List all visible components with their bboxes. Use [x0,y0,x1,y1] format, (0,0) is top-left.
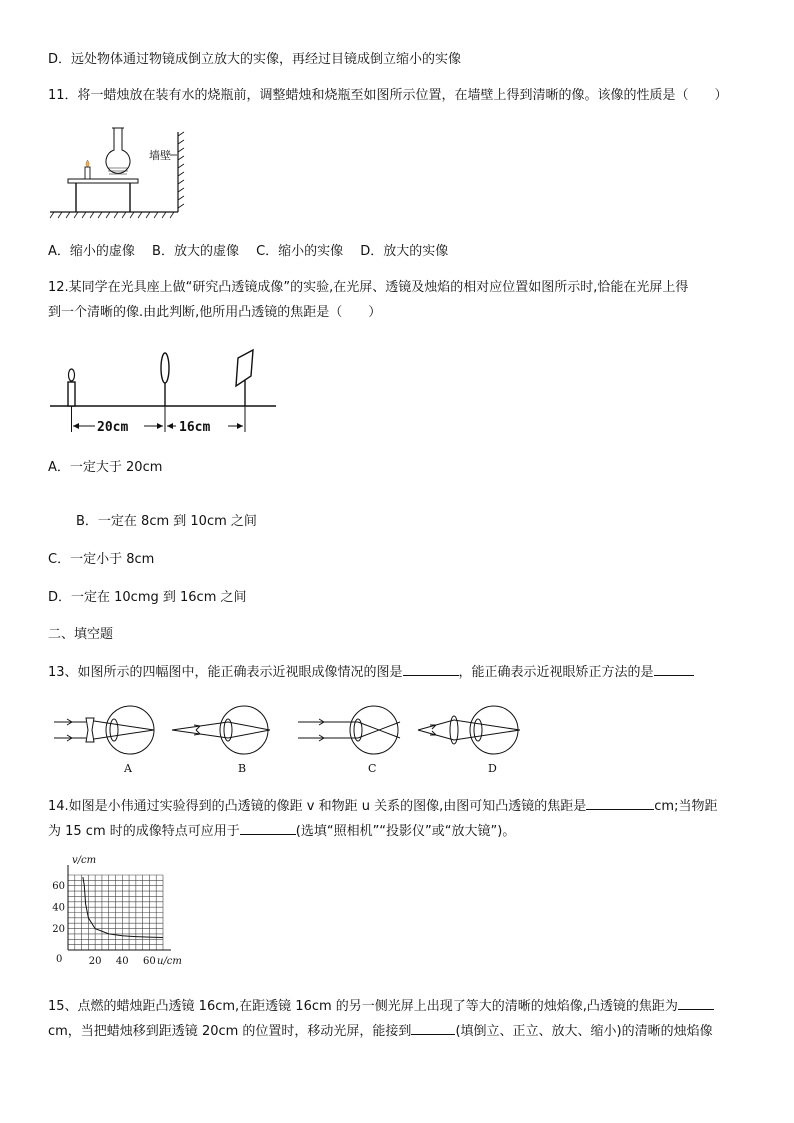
q13-stem [48,663,694,682]
q14-line2 [48,822,515,841]
q13-label-c: C [368,762,377,775]
q14-chart [48,850,198,972]
q11-wall-label: 墙壁 [149,149,171,162]
q13-stem-a: 13、如图所示的四幅图中，能正确表示近视眼成像情况的图是 [48,665,403,680]
q15-line1-a: 15、点燃的蜡烛距凸透镜 16cm,在距透镜 16cm 的另一侧光屏上出现了等大的清晰的烛焰像,凸透镜的焦距为 [48,999,678,1014]
q14-line2-a: 为 15 cm 时的成像特点可应用于 [48,824,240,839]
x-tick-label: 20 [88,956,102,967]
q13-label-b: B [238,762,247,775]
q15-line2-b: (填倒立、正立、放大、缩小)的清晰的烛焰像 [455,1024,713,1039]
q13-blank-2[interactable] [654,663,694,676]
q12-stem-line1: 12.某同学在光具座上做“研究凸透镜成像”的实验,在光屏、透镜及烛焰的相对应位置如图所示时,恰能在光屏上得 [48,280,689,295]
q13-blank-1[interactable] [403,663,459,676]
y-tick-label: 20 [52,924,65,936]
q14-blank-2[interactable] [240,822,296,835]
q13-label-a: A [124,762,132,775]
q12-stem-line2: 到一个清晰的像.由此判断,他所用凸透镜的焦距是（ ） [48,305,382,320]
q13-label-d: D [488,762,497,775]
q12-distance-1: 20cm [97,420,129,435]
q12-option-a: A．一定大于 20cm [48,460,163,475]
origin-label: 0 [56,954,63,965]
y-axis-label: v/cm [72,855,97,866]
q14-line1-a: 14.如图是小伟通过实验得到的凸透镜的像距 v 和物距 u 关系的图像,由图可知凸透镜的焦距是 [48,799,587,814]
q12-figure [48,344,278,444]
q11-figure [46,124,188,222]
q14-blank-1[interactable] [586,797,654,810]
q13-stem-b: ，能正确表示近视眼矫正方法的是 [458,665,654,680]
v-u-chart [48,850,198,972]
q14-line1 [48,797,717,816]
q15-line2 [48,1022,713,1041]
q12-option-b: B．一定在 8cm 到 10cm 之间 [76,514,257,529]
x-axis-label: u/cm [157,956,182,967]
x-tick-label: 60 [143,956,156,967]
q15-line1 [48,997,714,1016]
q12-distance-2: 16cm [179,420,211,435]
q15-blank-1[interactable] [678,997,714,1010]
y-tick-label: 60 [52,881,65,893]
y-tick-label: 40 [52,902,65,914]
q14-line2-b: (选填“照相机”“投影仪”或“放大镜”)。 [295,824,516,839]
q11-stem: 11．将一蜡烛放在装有水的烧瓶前，调整蜡烛和烧瓶至如图所示位置，在墙壁上得到清晰的像。该像的性质是（ ） [48,88,728,103]
q12-option-d: D．一定在 10cmg 到 16cm 之间 [48,590,247,605]
q12-option-c: C．一定小于 8cm [48,552,155,567]
q13-figure [48,700,528,780]
q10-option-d: D．远处物体通过物镜成倒立放大的实像，再经过目镜成倒立缩小的实像 [48,52,462,67]
q15-line2-a: cm，当把蜡烛移到距透镜 20cm 的位置时，移动光屏，能接到 [48,1024,412,1039]
section-title: 二、填空题 [48,627,114,642]
q15-blank-2[interactable] [411,1022,455,1035]
q14-line1-b: cm;当物距 [654,799,718,814]
x-tick-label: 40 [115,956,129,967]
q11-options: A．缩小的虚像 B．放大的虚像 C．缩小的实像 D．放大的实像 [48,244,449,259]
